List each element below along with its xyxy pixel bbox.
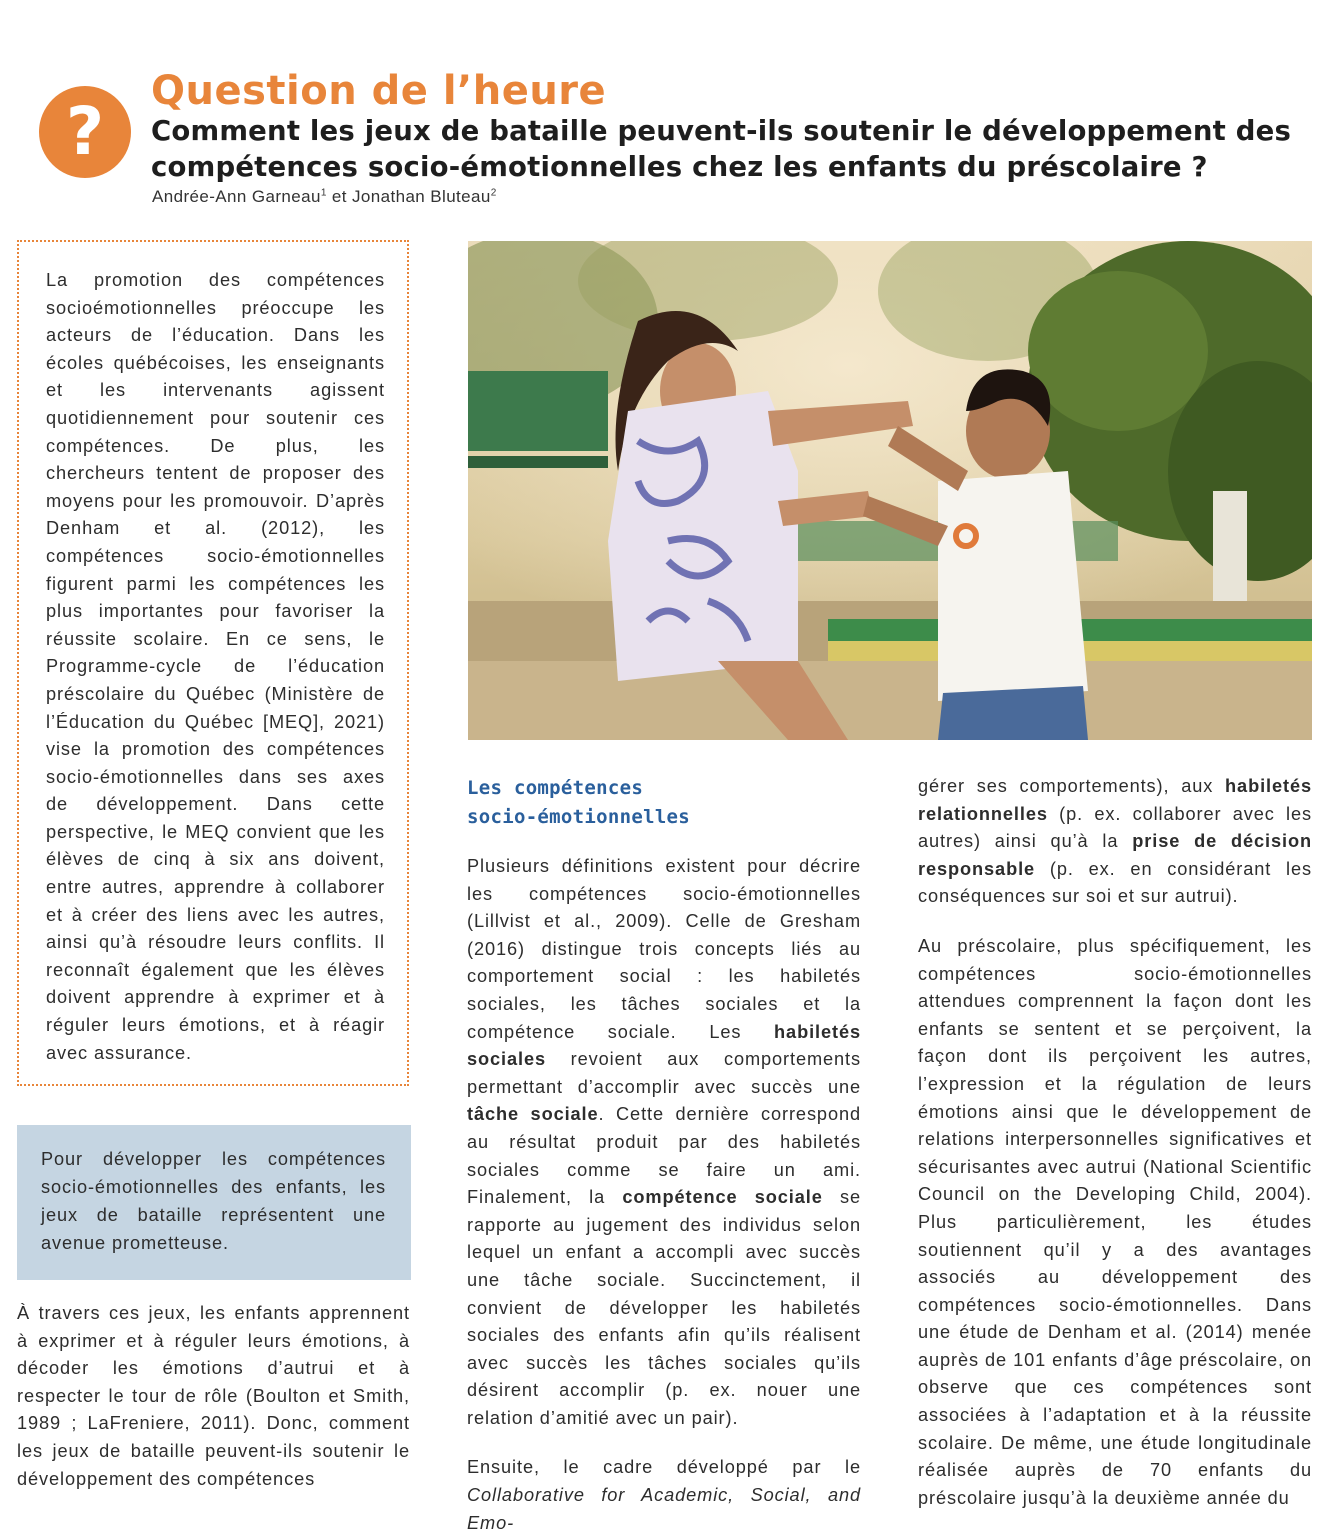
article-title: [151, 113, 1292, 185]
italic-term: Collaborative for Academic, Social, and Emo-: [467, 1485, 861, 1533]
body-text-run: se rapporte au jugement des individus selon lequel un enfant a accompli avec succès une tâche sociale. Succinctement, il convient de développer les habiletés sociales des enfants afin qu’ils réalisent avec succès les tâches sociales qu’ils désirent accomplir (p. ex. nouer une relation d’amitié avec un pair).: [467, 1187, 861, 1428]
pull-quote-text: Pour développer les compétences socio-émotionnelles des enfants, les jeux de bataille représentent une avenue prometteuse.: [41, 1149, 386, 1253]
body-text-run: Ensuite, le cadre développé par le: [467, 1457, 861, 1478]
intro-paragraph: La promotion des compétences socioémotionnelles préoccupe les acteurs de l’éducation. Dans les écoles québécoises, les enseignants et les intervenants agissent quotidiennement pour soutenir ces compétences. De plus, les chercheurs tentent de proposer des moyens pour les promouvoir. D’après Denham et al. (2012), les compétences socio-émotionnelles figurent parmi les compétences les plus importantes pour favoriser la réussite scolaire. En ce sens, le Programme-cycle de l’éducation préscolaire du Québec (Ministère de l’Éducation du Québec [MEQ], 2021) vise la promotion des compétences socio-émotionnelles dans ses axes de développement. Dans cette perspective, le MEQ convient que les élèves de cinq à six ans doivent, entre autres, apprendre à collaborer et à créer des liens avec les autres, ainsi qu’à résoudre leurs conflits. Il reconnaît également que les élèves doivent apprendre à exprimer et à réguler leurs émotions, et à réagir avec assurance.: [46, 270, 385, 1063]
body-text-run: . Cette dernière correspond au résultat produit par des habiletés sociales comme se faire un ami. Finalement, la: [467, 1104, 861, 1208]
bold-term: compétence sociale: [622, 1187, 823, 1208]
body-paragraph: [467, 853, 861, 1432]
bold-term: prise de décision responsable: [918, 831, 1312, 879]
intro-box: [17, 240, 409, 1086]
body-paragraph: Au préscolaire, plus spécifiquement, les compétences socio-émotionnelles attendues comprennent la façon dont les enfants se sentent et se perçoivent, la façon dont ils perçoivent les autres, l’expression et la régulation de leurs émotions ainsi que le développement de relations interpersonnelles significatives et sécurisantes avec autrui (National Scientific Council on the Developing Child, 2004). Plus particulièrement, les études soutiennent qu’il y a des avantages associés au développement des compétences socio-émotionnelles. Dans une étude de Denham et al. (2014) menée auprès de 101 enfants d’âge préscolaire, on observe que ces compétences sont associées à l’adaptation et à la réussite scolaire. De même, une étude longitudinale réalisée auprès de 70 enfants du préscolaire jusqu’à la deuxième année du: [918, 935, 1312, 1508]
body-text-run: gérer ses comportements), aux: [918, 776, 1226, 796]
section-heading: [467, 774, 767, 832]
authors-connector: et: [326, 187, 353, 206]
article-title-line-2: compétences socio-émotionnelles chez les enfants du préscolaire ?: [151, 151, 1208, 183]
section-kicker: Question de l’heure: [151, 68, 607, 114]
body-paragraph: À travers ces jeux, les enfants apprennent à exprimer et à réguler leurs émotions, à décoder les émotions d’autrui et à respecter le tour de rôle (Boulton et Smith, 1989 ; LaFreniere, 2011). Donc, comment les jeux de bataille peuvent-ils soutenir le développement des compétences: [17, 1303, 410, 1489]
article-title-line-1: Comment les jeux de bataille peuvent-ils soutenir le développement des: [151, 115, 1292, 147]
body-paragraph: [467, 1454, 861, 1537]
body-text-run: Plusieurs définitions existent pour décrire les compétences socio-émotionnelles (Lillvist et al., 2009). Celle de Gresham (2016) distingue trois concepts liés au comportement social : les habiletés sociales, les tâches sociales et la compétence sociale. Les: [467, 856, 861, 1042]
question-mark-icon: ?: [39, 86, 131, 178]
author-name: Jonathan Bluteau: [352, 187, 491, 206]
children-playfighting-photo: [468, 241, 1312, 740]
body-text-run: revoient aux comportements permettant d’accomplir avec succès une: [467, 1049, 861, 1097]
author-name: Andrée-Ann Garneau: [152, 187, 321, 206]
section-heading-line-1: Les compétences: [467, 777, 644, 799]
author-affiliation: 2: [490, 187, 497, 199]
column-1-body: [17, 1300, 410, 1493]
pull-quote: [17, 1125, 411, 1280]
article-photo: [468, 241, 1312, 740]
column-3-body: [918, 773, 1312, 1512]
article-authors: [152, 187, 497, 207]
bold-term: tâche sociale: [467, 1104, 599, 1125]
bold-term: habiletés sociales: [467, 1021, 861, 1070]
author-affiliation: 1: [320, 187, 327, 199]
section-heading-line-2: socio-émotionnelles: [467, 806, 691, 828]
body-text-run: (p. ex. en considérant les conséquences sur soi et sur autrui).: [918, 858, 1312, 907]
bold-term: habiletés relationnelles: [918, 776, 1312, 824]
body-paragraph: [918, 773, 1312, 911]
column-2-body: [467, 853, 861, 1537]
body-text-run: (p. ex. collaborer avec les autres) ainsi qu’à la: [918, 803, 1312, 852]
